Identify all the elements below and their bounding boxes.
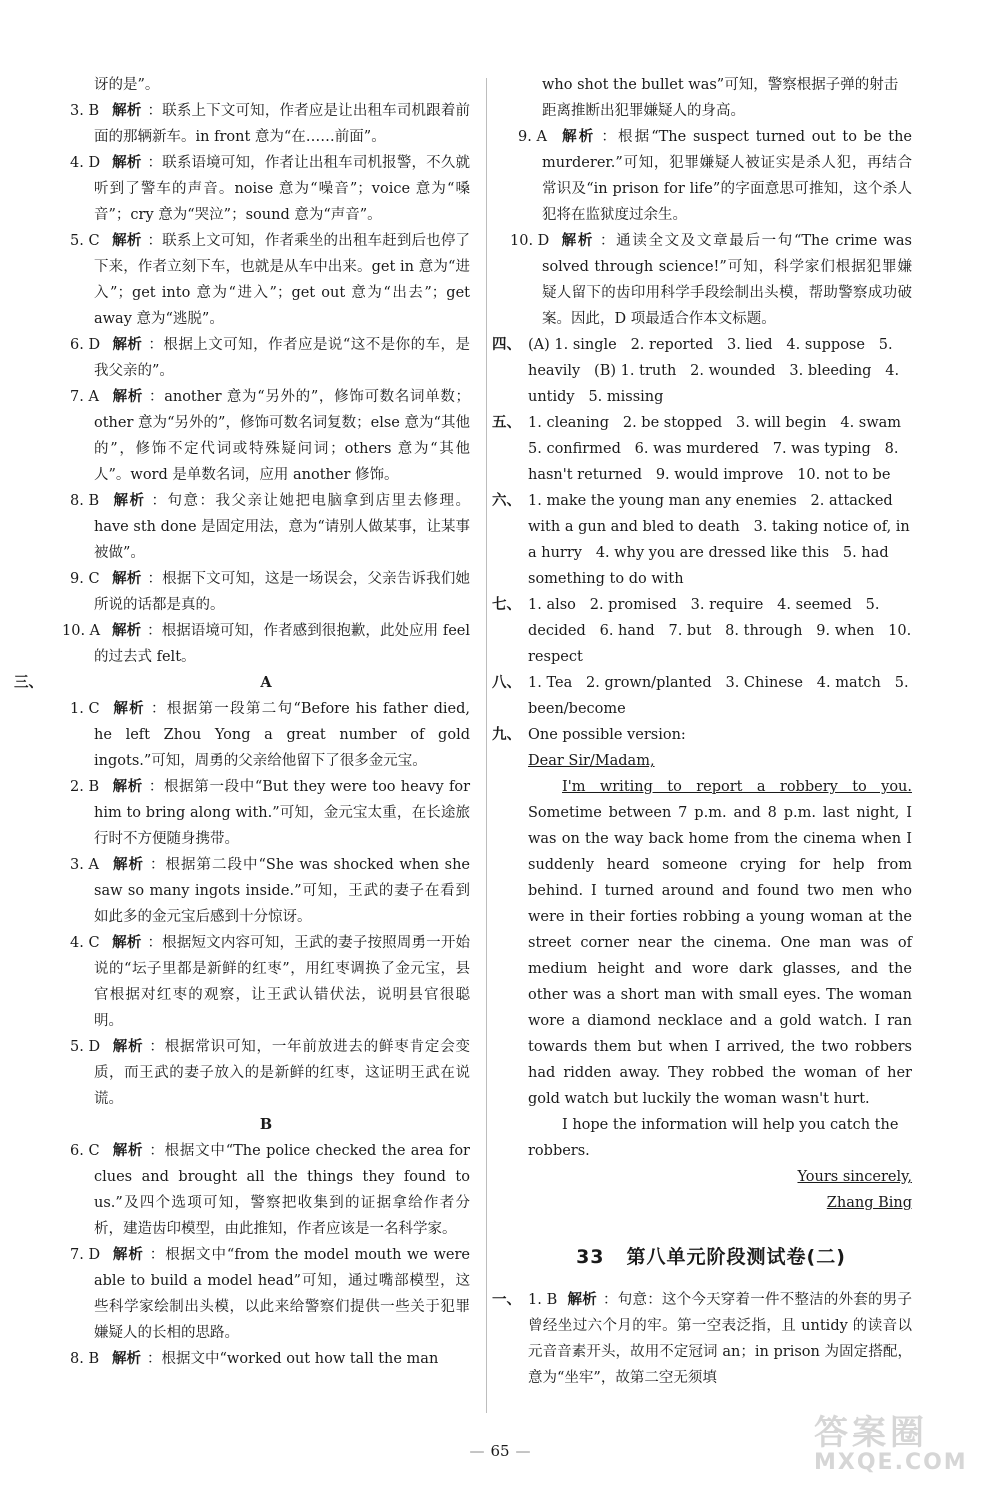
explanation-tag: 解析: [112, 622, 142, 639]
section-three-mark: 三、: [14, 674, 43, 691]
answer-number: 7. D: [70, 1247, 101, 1263]
answer-item: [62, 774, 470, 852]
letter-paragraph-1: [528, 774, 912, 1112]
answer-number: 2. B: [70, 779, 100, 795]
section-six: [492, 488, 915, 592]
explanation-text: ：根据文中“worked out how tall the man: [147, 1351, 439, 1367]
sample-letter: [510, 748, 912, 1216]
explanation-text: ：根据下文可知，这是一场误会，父亲告诉我们她所说的话都是真的。: [94, 571, 470, 613]
answer-item: [62, 1242, 470, 1346]
explanation-tag: 解析: [112, 856, 144, 873]
section-one: [492, 1287, 913, 1391]
answer-number: 8. B: [70, 1351, 100, 1367]
answer-number: 9. C: [70, 571, 100, 587]
unit-title: [510, 1242, 912, 1269]
answer-number: 10. A: [62, 623, 101, 639]
explanation-tag: 解析: [560, 232, 594, 249]
explanation-tag: 解析: [112, 934, 142, 951]
explanation-text: ：根据第一段第二句“Before his father died, he left Zhou Yong a great number of gold ingots.”可知，周勇的父亲给他留下了很多金元宝。: [94, 701, 470, 769]
watermark-top-text: 答案圈: [814, 1413, 928, 1453]
explanation-text: ：句意：我父亲让她把电脑拿到店里去修理。have sth done 是固定用法，意为“请别人做某事，让某事被做”。: [94, 493, 470, 561]
letter-paragraph-2: I hope the information will help you catch the robbers.: [528, 1117, 899, 1159]
explanation-text: ：根据“The suspect turned out to be the murderer.”可知，犯罪嫌疑人被证实是杀人犯，再结合常识及“in prison for life”的字面意思可推知，这个杀人犯将在监狱度过余生。: [542, 129, 912, 223]
answer-list-reading-b: [62, 1138, 470, 1372]
section-four-answers: (A) 1. single 2. reported 3. lied 4. suppose 5. heavily (B) 1. truth 2. wounded 3. bleeding 4. untidy 5. missing: [528, 337, 904, 405]
explanation-tag: 解析: [112, 570, 142, 587]
explanation-tag: 解析: [112, 492, 146, 509]
letter-signature: [528, 1190, 912, 1216]
answer-item: [62, 228, 470, 332]
continuation-text: who shot the bullet was”可知，警察根据子弹的射击距离推断出犯罪嫌疑人的身高。: [542, 77, 899, 119]
explanation-tag: 解析: [112, 232, 142, 249]
letter-topic-sentence: I'm writing to report a robbery to you.: [562, 779, 912, 795]
section-seven-mark: 七、: [492, 596, 521, 613]
section-eight-mark: 八、: [492, 674, 521, 691]
section-three-heading: [14, 670, 470, 696]
column-divider: [486, 78, 487, 1413]
answer-item: [62, 696, 470, 774]
explanation-text: ：根据语境可知，作者感到很抱歉，此处应用 feel 的过去式 felt。: [94, 623, 470, 665]
subsection-b-label: B: [259, 1116, 273, 1133]
answer-number: 10. D: [510, 233, 550, 249]
subsection-a-label: A: [260, 674, 272, 691]
section-one-number: 1. B: [528, 1292, 558, 1308]
watermark-logo: [814, 1405, 984, 1475]
letter-signature-name: Zhang Bing: [826, 1195, 912, 1211]
answer-item: [62, 1346, 470, 1372]
explanation-tag: 解析: [112, 1350, 141, 1367]
answer-list-reading-b-cont: [510, 124, 912, 332]
answer-item: [62, 98, 470, 150]
continuation-line: 讶的是”。: [94, 77, 160, 93]
answer-number: 9. A: [518, 129, 547, 145]
footer-dash-left: —: [469, 1442, 485, 1460]
explanation-tag: 解析: [112, 1038, 144, 1055]
answer-number: 5. D: [70, 1039, 101, 1055]
explanation-tag: 解析: [112, 102, 142, 119]
answer-number: 3. A: [70, 857, 99, 873]
answer-number: 8. B: [70, 493, 100, 509]
left-column: [14, 72, 471, 1372]
explanation-text: ：根据短文内容可知，王武的妻子按照周勇一开始说的“坛子里都是新鲜的红枣”，用红枣调换了金元宝，县官根据对红枣的观察，让王武认错伏法，说明县官很聪明。: [94, 935, 470, 1029]
explanation-text: ：another 意为“另外的”，修饰可数名词单数；other 意为“另外的”，修饰可数名词复数；else 意为“其他的”，修饰不定代词或特殊疑问词；others 意为“其他人”。word 是单数名词，应用 another 修饰。: [94, 389, 471, 483]
answer-item: [62, 566, 470, 618]
explanation-text: ：根据文中“from the model mouth we were able to build a model head”可知，通过嘴部模型，这些科学家绘制出头模，以此来给警察们提供一些关于犯罪嫌疑人的长相的思路。: [94, 1247, 470, 1341]
section-eight: [492, 670, 914, 722]
answer-item: [62, 488, 470, 566]
section-nine: [492, 722, 912, 748]
explanation-text: ：联系上下文可知，作者应是让出租车司机跟着前面的那辆新车。in front 意为“在……前面”。: [94, 103, 470, 145]
explanation-text: ：联系上文可知，作者乘坐的出租车赶到后也停了下来，作者立刻下车，也就是从车中出来。get in 意为“进入”；get into 意为“进入”；get out 意为“出去”；get away 意为“逃脱”。: [94, 233, 470, 327]
letter-closing-text: Yours sincerely,: [797, 1169, 912, 1185]
answer-number: 1. C: [70, 701, 100, 717]
page-number: 65: [490, 1442, 510, 1460]
explanation-text: ：根据上文可知，作者应是说“这不是你的车，是我父亲的”。: [94, 337, 470, 379]
explanation-tag: 解析: [112, 388, 144, 405]
answer-number: 5. C: [70, 233, 100, 249]
answer-number: 4. D: [70, 155, 101, 171]
letter-body-text: Sometime between 7 p.m. and 8 p.m. last night, I was on the way back home from the cinema when I suddenly heard someone crying for help from behind. I turned around and found two men who were in their forties robbing a young woman at the street corner near the cinema. One man was of medium height and wore dark glasses, and the other was a short man with small eyes. The woman wore a diamond necklace and a gold watch. I ran towards them but when I arrived, the two robbers had ridden away. They robbed the woman of her gold watch but luckily the woman wasn't hurt.: [528, 805, 912, 1107]
answer-item: [62, 332, 470, 384]
explanation-text: ：根据常识可知，一年前放进去的鲜枣肯定会变质，而王武的妻子放入的是新鲜的红枣，这证明王武在说谎。: [94, 1039, 471, 1107]
unit-title-text: 第八单元阶段测试卷(二): [626, 1246, 846, 1268]
section-four-mark: 四、: [492, 336, 521, 353]
explanation-text: ：通读全文及文章最后一句“The crime was solved through science!”可知，科学家们根据犯罪嫌疑人留下的齿印用科学手段绘制出头模，帮助警察成功破案。因此，D 项最适合作本文标题。: [542, 233, 913, 327]
section-seven-answers: 1. also 2. promised 3. require 4. seemed 5. decided 6. hand 7. but 8. through 9. when 10. respect: [528, 597, 916, 665]
answer-item: [62, 1034, 470, 1112]
explanation-tag: 解析: [112, 778, 143, 795]
explanation-tag: 解析: [112, 1142, 144, 1159]
section-four: [492, 332, 912, 410]
watermark-bottom-text: MXQE.COM: [814, 1450, 968, 1475]
section-five-mark: 五、: [492, 414, 521, 431]
answer-number: 6. C: [70, 1143, 100, 1159]
answer-item: [62, 1138, 470, 1242]
section-eight-answers: 1. Tea 2. grown/planted 3. Chinese 4. match 5. been/become: [528, 675, 914, 717]
answer-item: [62, 150, 470, 228]
answer-item: [62, 618, 470, 670]
answer-list-reading-a: [62, 696, 470, 1112]
section-five: [492, 410, 915, 488]
answer-item: [62, 930, 470, 1034]
answer-number: 7. A: [70, 389, 99, 405]
answer-list-cloze: [62, 98, 470, 670]
section-seven: [492, 592, 916, 670]
footer-dash-right: —: [515, 1442, 531, 1460]
explanation-text: ：根据第一段中“But they were too heavy for him to bring along with.”可知，金元宝太重，在长途旅行时不方便随身携带。: [94, 779, 471, 847]
answer-number: 3. B: [70, 103, 100, 119]
answer-item: [510, 124, 912, 228]
explanation-text: ：根据第二段中“She was shocked when she saw so many ingots inside.”可知，王武的妻子在看到如此多的金元宝后感到十分惊讶。: [94, 857, 470, 925]
section-six-answers: 1. make the young man any enemies 2. attacked with a gun and bled to death 3. taking notice of, in a hurry 4. why you are dressed like this 5. had something to do with: [528, 493, 915, 587]
explanation-text: ：联系语境可知，作者让出租车司机报警，不久就听到了警车的声音。noise 意为“噪音”；voice 意为“嗓音”；cry 意为“哭泣”；sound 意为“声音”。: [94, 155, 470, 223]
explanation-tag: 解析: [112, 700, 145, 717]
explanation-tag: 解析: [560, 128, 596, 145]
explanation-tag: 解析: [112, 336, 143, 353]
section-one-mark: 一、: [492, 1291, 521, 1308]
section-one-tag: 解析: [567, 1291, 598, 1308]
section-five-answers: 1. cleaning 2. be stopped 3. will begin 4. swam 5. confirmed 6. was murdered 7. was typing 8. hasn't returned 9. would improve 10. not to be: [528, 415, 915, 483]
section-six-mark: 六、: [492, 492, 521, 509]
answer-number: 6. D: [70, 337, 101, 353]
letter-salutation: Dear Sir/Madam,: [528, 753, 655, 769]
right-column: [492, 72, 916, 1391]
answer-item: [62, 852, 470, 930]
explanation-text: ：根据文中“The police checked the area for clues and brought all the things they found to us.”及四个选项可知，警察把收集到的证据拿给作者分析，建造齿印模型，由此推知，作者应该是一名科学家。: [94, 1143, 470, 1237]
section-nine-mark: 九、: [492, 726, 521, 743]
answer-item: [62, 384, 470, 488]
section-nine-intro: One possible version:: [528, 727, 686, 743]
section-one-explanation: ：句意：这个今天穿着一件不整洁的外套的男子曾经坐过六个月的牢。第一空表泛指，且 untidy 的读音以元音音素开头，故用不定冠词 an；in prison 为固定搭配，意为“坐牢”，故第二空无须填: [528, 1292, 913, 1386]
letter-closing: [528, 1164, 912, 1190]
explanation-tag: 解析: [112, 154, 142, 171]
answer-number: 4. C: [70, 935, 100, 951]
unit-number: 33: [576, 1246, 605, 1268]
answer-item: [510, 228, 912, 332]
explanation-tag: 解析: [112, 1246, 144, 1263]
